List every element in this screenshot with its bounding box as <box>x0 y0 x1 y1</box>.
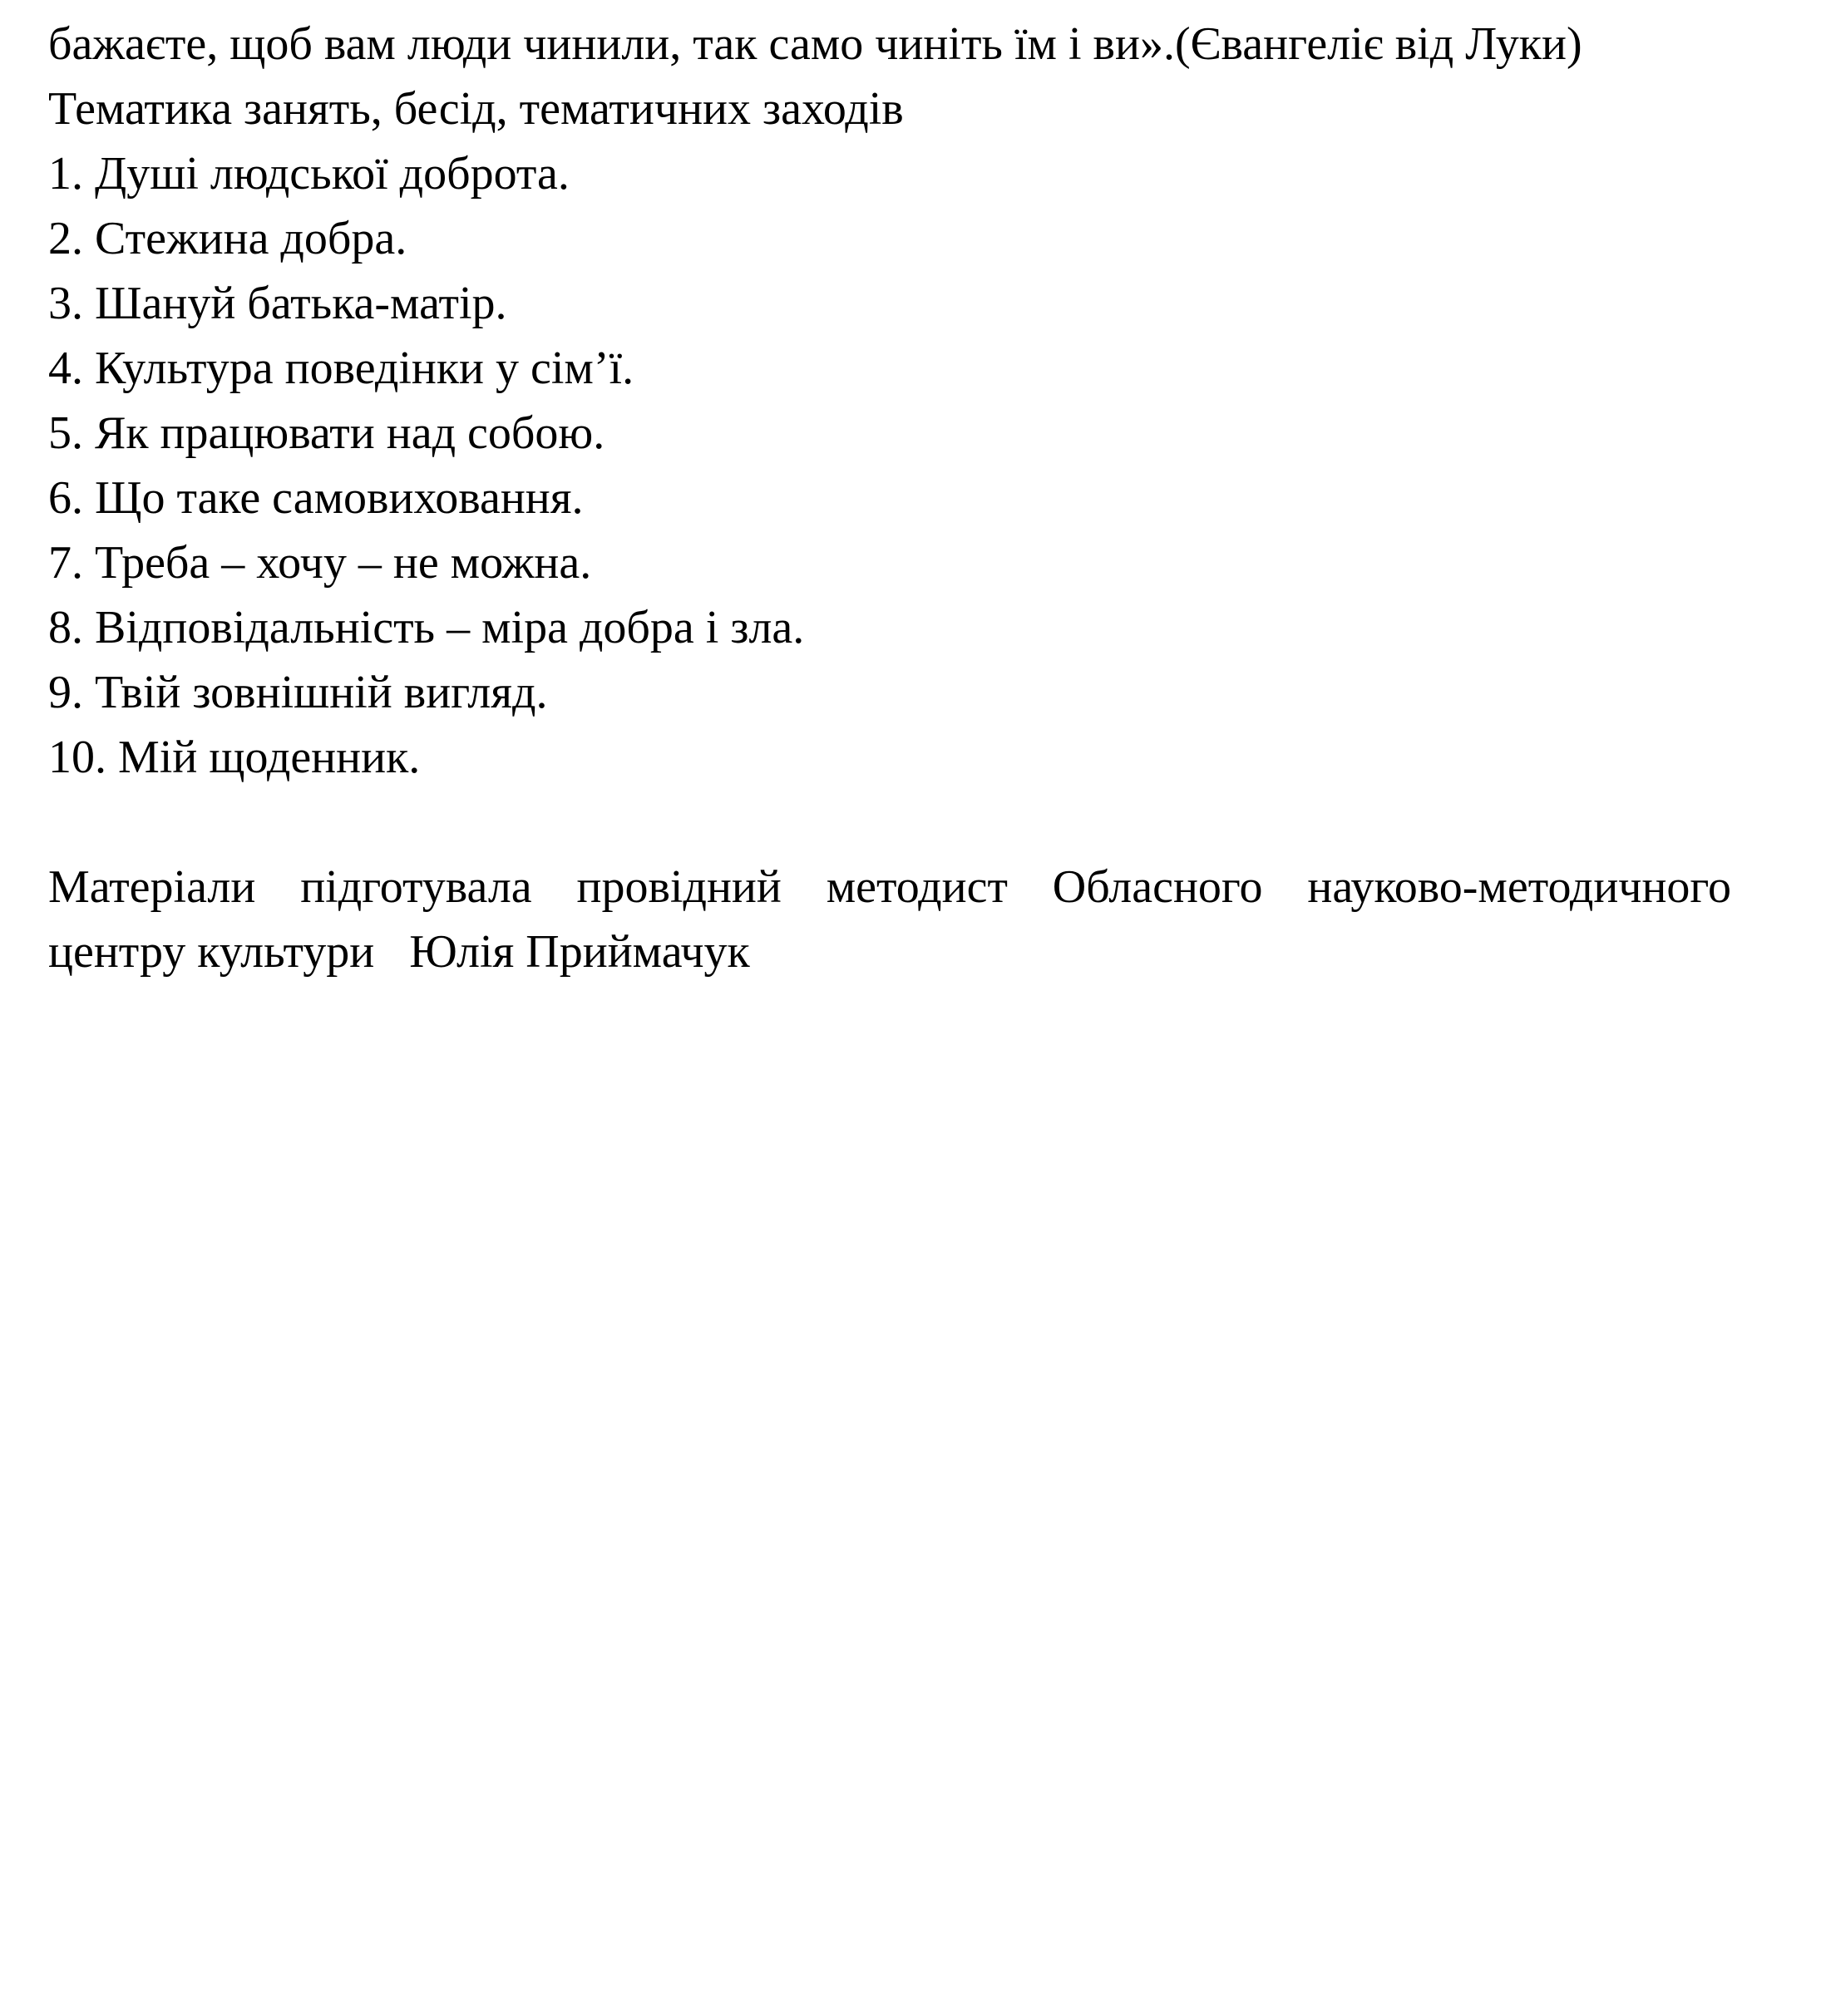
list-item: 10. Мій щоденник. <box>48 732 421 783</box>
quote-closing-line: бажаєте, щоб вам люди чинили, так само чиніть їм і ви».(Євангеліє від Луки) <box>48 18 1582 70</box>
list-item: 5. Як працювати над собою. <box>48 407 605 459</box>
list-item: 8. Відповідальність – міра добра і зла. <box>48 602 805 653</box>
document-body <box>48 12 1731 984</box>
list-item: 2. Стежина добра. <box>48 213 407 264</box>
list-item: 6. Що таке самовиховання. <box>48 472 584 524</box>
topics-heading: Тематика занять, бесід, тематичних заходів <box>48 83 904 135</box>
credits-author-line: центру культури Юлія Приймачук <box>48 926 750 978</box>
paragraph-spacer <box>48 790 1731 855</box>
list-item: 9. Твій зовнішній вигляд. <box>48 667 548 718</box>
list-item: 7. Треба – хочу – не можна. <box>48 537 592 589</box>
list-item: 3. Шануй батька-матір. <box>48 278 507 329</box>
list-item: 1. Душі людської доброта. <box>48 148 570 200</box>
credits-line: Матеріали підготувала провідний методист Обласного науково-методичного <box>48 861 1731 913</box>
list-item: 4. Культура поведінки у сім’ї. <box>48 343 634 394</box>
topics-list <box>48 141 1731 790</box>
